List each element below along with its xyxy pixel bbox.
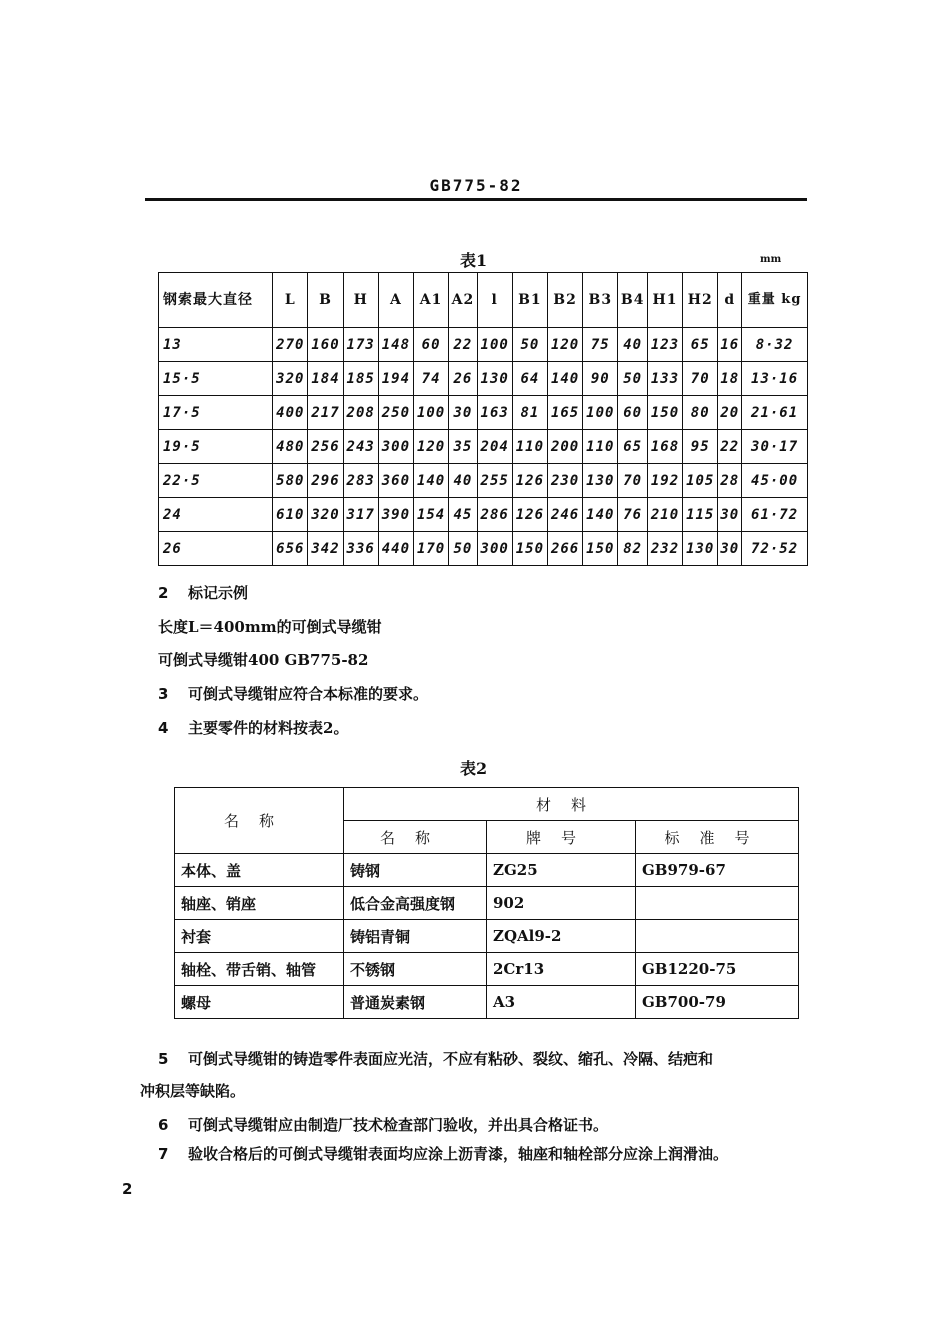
table-cell: 194 xyxy=(378,362,413,396)
table-cell: 286 xyxy=(477,498,512,532)
table-cell: 150 xyxy=(647,396,682,430)
table-cell-grade: ZQAl9-2 xyxy=(487,920,636,953)
table-header-cell: H xyxy=(343,273,378,328)
table-cell-grade: ZG25 xyxy=(487,854,636,887)
table-cell: 30 xyxy=(718,532,742,566)
table-cell: 208 xyxy=(343,396,378,430)
table-cell: 400 xyxy=(273,396,308,430)
table-row xyxy=(159,396,808,430)
table-cell: 70 xyxy=(618,464,648,498)
table-cell: 61·72 xyxy=(742,498,808,532)
table-cell: 256 xyxy=(308,430,343,464)
table-cell: 20 xyxy=(718,396,742,430)
table-cell-part: 螺母 xyxy=(175,986,344,1019)
table-cell: 296 xyxy=(308,464,343,498)
table-cell: 150 xyxy=(512,532,547,566)
table-cell: 18 xyxy=(718,362,742,396)
table-cell: 140 xyxy=(583,498,618,532)
table-header-cell: d xyxy=(718,273,742,328)
table-cell: 283 xyxy=(343,464,378,498)
header-part-name: 名称 xyxy=(175,788,344,854)
table-cell: 140 xyxy=(414,464,449,498)
header-grade: 牌号 xyxy=(487,821,636,854)
table-cell: 50 xyxy=(512,328,547,362)
table-cell: 26 xyxy=(159,532,273,566)
section-5-line2: 冲积层等缺陷。 xyxy=(140,1082,246,1100)
table-cell: 13·16 xyxy=(742,362,808,396)
table-cell: 204 xyxy=(477,430,512,464)
table-cell: 120 xyxy=(414,430,449,464)
table-cell: 24 xyxy=(159,498,273,532)
table-cell: 440 xyxy=(378,532,413,566)
table-cell: 74 xyxy=(414,362,449,396)
table-row xyxy=(159,532,808,566)
table-cell: 255 xyxy=(477,464,512,498)
table-cell: 300 xyxy=(378,430,413,464)
table2-caption: 表2 xyxy=(460,759,488,778)
table-cell-material: 低合金高强度钢 xyxy=(344,887,487,920)
table-cell-material: 铸钢 xyxy=(344,854,487,887)
table-cell: 28 xyxy=(718,464,742,498)
table-header-cell: B4 xyxy=(618,273,648,328)
table-cell-standard xyxy=(636,920,799,953)
table-cell: 22 xyxy=(718,430,742,464)
table-cell-grade: 2Cr13 xyxy=(487,953,636,986)
table-row xyxy=(159,362,808,396)
table-cell: 100 xyxy=(583,396,618,430)
table-cell: 170 xyxy=(414,532,449,566)
table-cell: 80 xyxy=(683,396,718,430)
table-cell: 232 xyxy=(647,532,682,566)
table-row xyxy=(175,854,799,887)
table-cell: 100 xyxy=(414,396,449,430)
table-row xyxy=(159,498,808,532)
table-cell: 123 xyxy=(647,328,682,362)
table-cell: 16 xyxy=(718,328,742,362)
table-cell: 22 xyxy=(449,328,477,362)
table-cell-grade: 902 xyxy=(487,887,636,920)
table-cell: 610 xyxy=(273,498,308,532)
section-number: 3 xyxy=(158,685,169,703)
table-cell: 40 xyxy=(449,464,477,498)
table-header-cell: B1 xyxy=(512,273,547,328)
table-cell: 19·5 xyxy=(159,430,273,464)
table-cell: 30 xyxy=(718,498,742,532)
table-header-cell: 钢索最大直径 xyxy=(159,273,273,328)
table-cell: 317 xyxy=(343,498,378,532)
table-cell: 75 xyxy=(583,328,618,362)
table-cell: 35 xyxy=(449,430,477,464)
table-cell: 168 xyxy=(647,430,682,464)
table-cell: 173 xyxy=(343,328,378,362)
table-cell: 200 xyxy=(547,430,582,464)
section-text: 验收合格后的可倒式导缆钳表面均应涂上沥青漆，轴座和轴栓部分应涂上润滑油。 xyxy=(188,1145,729,1163)
table-cell: 243 xyxy=(343,430,378,464)
table-cell: 130 xyxy=(583,464,618,498)
table-header-row xyxy=(159,273,808,328)
table-cell: 160 xyxy=(308,328,343,362)
header-standard: 标准号 xyxy=(636,821,799,854)
header-rule xyxy=(145,198,807,201)
section-number: 2 xyxy=(158,584,169,602)
table-cell: 126 xyxy=(512,464,547,498)
table-cell: 15·5 xyxy=(159,362,273,396)
table-cell: 360 xyxy=(378,464,413,498)
table-header-cell: 重量 kg xyxy=(742,273,808,328)
table1-unit: mm xyxy=(760,254,782,265)
table-cell: 656 xyxy=(273,532,308,566)
page-number: 2 xyxy=(122,1180,133,1198)
table-row xyxy=(159,328,808,362)
table-cell: 45·00 xyxy=(742,464,808,498)
table-header-cell: B2 xyxy=(547,273,582,328)
section-2-heading xyxy=(158,582,248,603)
table-cell-standard: GB979-67 xyxy=(636,854,799,887)
section-4 xyxy=(158,717,348,738)
table-cell: 120 xyxy=(547,328,582,362)
table-cell: 30·17 xyxy=(742,430,808,464)
table-cell: 126 xyxy=(512,498,547,532)
table-row xyxy=(175,953,799,986)
table-cell: 13 xyxy=(159,328,273,362)
table-cell: 217 xyxy=(308,396,343,430)
table-row xyxy=(159,464,808,498)
table-cell: 8·32 xyxy=(742,328,808,362)
table-cell: 185 xyxy=(343,362,378,396)
table-cell: 81 xyxy=(512,396,547,430)
table-cell: 110 xyxy=(512,430,547,464)
table-cell: 30 xyxy=(449,396,477,430)
table-cell: 250 xyxy=(378,396,413,430)
table-cell: 480 xyxy=(273,430,308,464)
table-header-cell: A1 xyxy=(414,273,449,328)
table-cell: 26 xyxy=(449,362,477,396)
table-header-cell: L xyxy=(273,273,308,328)
table-cell: 60 xyxy=(414,328,449,362)
table-cell: 45 xyxy=(449,498,477,532)
table-cell-material: 普通炭素钢 xyxy=(344,986,487,1019)
section-number: 5 xyxy=(158,1050,169,1068)
table-cell: 192 xyxy=(647,464,682,498)
table-cell: 163 xyxy=(477,396,512,430)
table-cell: 390 xyxy=(378,498,413,532)
table-cell-part: 轴座、销座 xyxy=(175,887,344,920)
table-cell: 95 xyxy=(683,430,718,464)
table-cell-material: 不锈钢 xyxy=(344,953,487,986)
marking-example-line1: 长度L＝400mm的可倒式导缆钳 xyxy=(158,618,382,636)
table-cell: 154 xyxy=(414,498,449,532)
section-text: 可倒式导缆钳的铸造零件表面应光洁，不应有粘砂、裂纹、缩孔、冷隔、结疤和 xyxy=(188,1050,714,1068)
table-cell: 50 xyxy=(449,532,477,566)
table-cell: 115 xyxy=(683,498,718,532)
table-cell-standard: GB700-79 xyxy=(636,986,799,1019)
table-cell: 130 xyxy=(683,532,718,566)
table-header-cell: H2 xyxy=(683,273,718,328)
table-cell: 148 xyxy=(378,328,413,362)
table-cell: 184 xyxy=(308,362,343,396)
header-material: 材料 xyxy=(344,788,799,821)
table-cell: 130 xyxy=(477,362,512,396)
table-cell: 270 xyxy=(273,328,308,362)
table-cell: 230 xyxy=(547,464,582,498)
table-cell: 40 xyxy=(618,328,648,362)
table-cell: 82 xyxy=(618,532,648,566)
table-cell: 246 xyxy=(547,498,582,532)
table-row xyxy=(175,887,799,920)
table-cell: 336 xyxy=(343,532,378,566)
section-7 xyxy=(158,1143,728,1164)
section-number: 7 xyxy=(158,1145,169,1163)
document-code: GB775-82 xyxy=(429,176,523,195)
table-cell: 64 xyxy=(512,362,547,396)
table-header-cell: A xyxy=(378,273,413,328)
header-material-name: 名称 xyxy=(344,821,487,854)
table-cell: 70 xyxy=(683,362,718,396)
table-cell: 110 xyxy=(583,430,618,464)
table-header-cell: A2 xyxy=(449,273,477,328)
table-cell: 65 xyxy=(683,328,718,362)
table-cell: 342 xyxy=(308,532,343,566)
table-cell: 50 xyxy=(618,362,648,396)
section-number: 6 xyxy=(158,1116,169,1134)
table-cell: 105 xyxy=(683,464,718,498)
section-3 xyxy=(158,683,428,704)
table-cell: 150 xyxy=(583,532,618,566)
table-header-cell: B3 xyxy=(583,273,618,328)
table-cell-part: 轴栓、带舌销、轴管 xyxy=(175,953,344,986)
table-cell: 60 xyxy=(618,396,648,430)
table-cell: 65 xyxy=(618,430,648,464)
dimensions-table xyxy=(158,272,808,566)
section-number: 4 xyxy=(158,719,169,737)
section-5-line1 xyxy=(158,1048,713,1069)
table-cell: 133 xyxy=(647,362,682,396)
table-cell: 266 xyxy=(547,532,582,566)
table-row xyxy=(175,986,799,1019)
table-header-cell: B xyxy=(308,273,343,328)
table-cell-part: 本体、盖 xyxy=(175,854,344,887)
table-row xyxy=(159,430,808,464)
table-cell-standard: GB1220-75 xyxy=(636,953,799,986)
table-header-cell: H1 xyxy=(647,273,682,328)
table-cell: 100 xyxy=(477,328,512,362)
table-cell: 90 xyxy=(583,362,618,396)
table-cell: 22·5 xyxy=(159,464,273,498)
table-cell-grade: A3 xyxy=(487,986,636,1019)
table-cell: 17·5 xyxy=(159,396,273,430)
section-title: 标记示例 xyxy=(188,584,249,602)
table-cell: 320 xyxy=(273,362,308,396)
section-text: 可倒式导缆钳应由制造厂技术检查部门验收，并出具合格证书。 xyxy=(188,1116,609,1134)
table-cell: 210 xyxy=(647,498,682,532)
table-header-cell: l xyxy=(477,273,512,328)
table-cell: 165 xyxy=(547,396,582,430)
table-cell: 300 xyxy=(477,532,512,566)
section-text: 可倒式导缆钳应符合本标准的要求。 xyxy=(188,685,429,703)
materials-table xyxy=(174,787,799,1019)
table-row xyxy=(175,920,799,953)
table-cell: 320 xyxy=(308,498,343,532)
table-cell: 76 xyxy=(618,498,648,532)
table-cell: 580 xyxy=(273,464,308,498)
marking-example-line2: 可倒式导缆钳400 GB775-82 xyxy=(158,651,369,669)
section-6 xyxy=(158,1114,608,1135)
table-cell-material: 铸铝青铜 xyxy=(344,920,487,953)
section-text: 主要零件的材料按表2。 xyxy=(188,719,349,737)
table-cell: 72·52 xyxy=(742,532,808,566)
table-cell-part: 衬套 xyxy=(175,920,344,953)
table-cell-standard xyxy=(636,887,799,920)
table1-caption: 表1 xyxy=(460,251,488,270)
table-cell: 140 xyxy=(547,362,582,396)
table-cell: 21·61 xyxy=(742,396,808,430)
